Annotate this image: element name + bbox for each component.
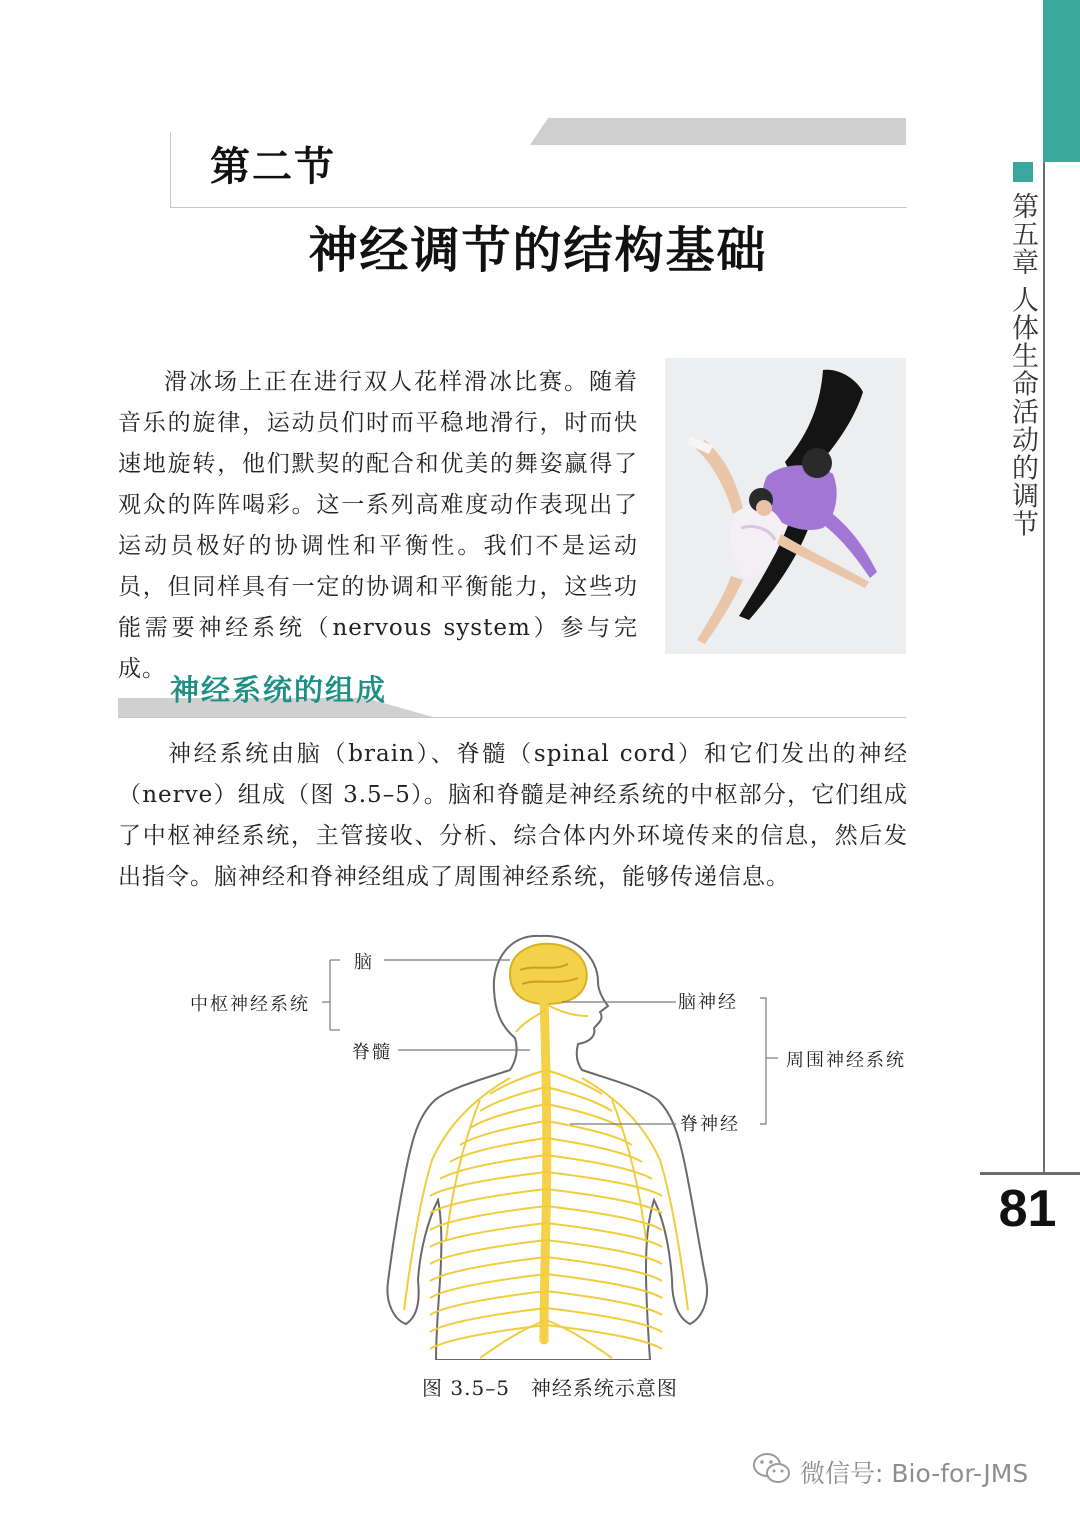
subsection-title: 神经系统的组成 bbox=[170, 673, 388, 707]
section-title: 神经调节的结构基础 bbox=[308, 221, 768, 279]
chapter-tab bbox=[1043, 0, 1080, 162]
section-label: 第二节 bbox=[210, 144, 336, 190]
label-cranial-nerves: 脑神经 bbox=[678, 992, 738, 1013]
label-brain: 脑 bbox=[354, 952, 374, 973]
wechat-icon bbox=[752, 1452, 792, 1486]
nervous-system-svg bbox=[180, 920, 920, 1360]
brain-shape bbox=[510, 944, 587, 1004]
chapter-title: 第五章 人体生命活动的调节 bbox=[1007, 192, 1038, 538]
watermark-text: 微信号: Bio-for-JMS bbox=[800, 1459, 1029, 1488]
spinal-cord-shape bbox=[544, 1000, 547, 1340]
label-central-nervous-system: 中枢神经系统 bbox=[190, 994, 310, 1015]
body-paragraph: 神经系统由脑（brain）、脊髓（spinal cord）和它们发出的神经（nerve）组成（图 3.5–5）。脑和脊髓是神经系统的中枢部分，它们组成了中枢神经系统，主管接收、分析、综合体内外环境传来的信息，然后发出指令。脑神经和脊神经组成了周围神经系统，能够传递信息。 bbox=[118, 741, 908, 890]
chapter-marker-square bbox=[1013, 162, 1033, 182]
figure-skating-photo bbox=[665, 358, 906, 654]
label-spinal-cord: 脊髓 bbox=[352, 1042, 392, 1063]
nervous-system-diagram bbox=[180, 920, 920, 1360]
page-number-rule bbox=[980, 1172, 1080, 1175]
side-divider bbox=[1043, 162, 1045, 1172]
intro-paragraph: 滑冰场上正在进行双人花样滑冰比赛。随着音乐的旋律，运动员们时而平稳地滑行，时而快速地旋转，他们默契的配合和优美的舞姿赢得了观众的阵阵喝彩。这一系列高难度动作表现出了运动员极好的协调性和平衡性。我们不是运动员，但同样具有一定的协调和平衡能力，这些功能需要神经系统（nervous system）参与完成。 bbox=[118, 369, 638, 682]
label-peripheral-nervous-system: 周围神经系统 bbox=[786, 1050, 906, 1071]
label-spinal-nerves: 脊神经 bbox=[680, 1114, 740, 1135]
figure-caption: 图 3.5–5 神经系统示意图 bbox=[422, 1376, 678, 1400]
page-number: 81 bbox=[998, 1180, 1057, 1238]
subsection-rule bbox=[118, 717, 906, 718]
